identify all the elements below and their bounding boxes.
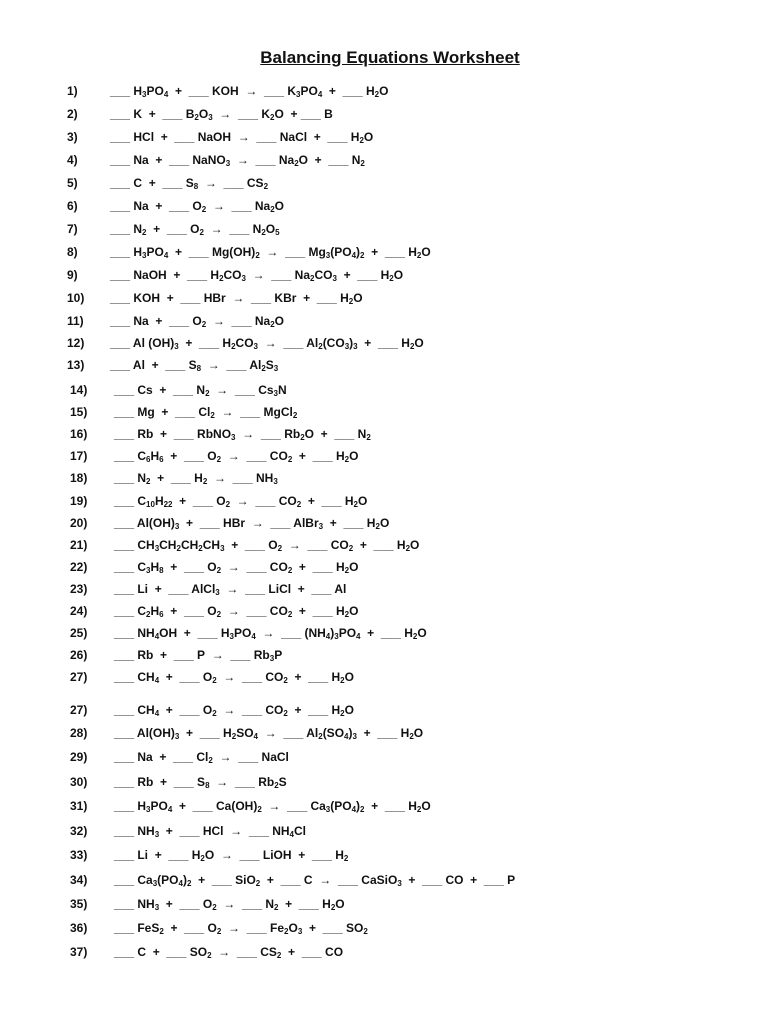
equation-text: ___ KOH + ___ HBr → ___ KBr + ___ $H_2O$ xyxy=(110,291,363,306)
equation-text: ___ $C_3H_8$ + ___ $O_2$ → ___ $CO_2$ + ___ $H_2O$ xyxy=(114,560,359,575)
equation-text: ___ Na + ___ $O_2$ → ___ $Na_2O$ xyxy=(110,199,285,214)
equation-text: ___ Na + ___ NaNO$_3$ → ___ $Na_2O$ + ___ $N_2$ xyxy=(110,153,365,168)
equation-number: 30) xyxy=(70,775,88,789)
equation-text: ___ C + ___ $SO_2$ → ___ $CS_2$ + ___ CO xyxy=(114,945,344,960)
equation-number: 19) xyxy=(70,494,88,508)
equation-number: 13) xyxy=(67,358,85,372)
equation-text: ___ Rb + ___ P → ___ $Rb_3P$ xyxy=(114,648,283,663)
equation-number: 29) xyxy=(70,750,88,764)
equation-number: 34) xyxy=(70,873,88,887)
equation-text: ___ $NH_3$ + ___ $O_2$ → ___ $N_2$ + ___ $H_2O$ xyxy=(114,897,345,912)
worksheet-title: Balancing Equations Worksheet xyxy=(260,48,520,67)
equation-number: 24) xyxy=(70,604,88,618)
equation-text: ___ Mg + ___ $Cl_2$ → ___ MgCl$_2$ xyxy=(114,405,298,420)
equation-text: ___ Na + ___ $Cl_2$ → ___ NaCl xyxy=(114,750,289,765)
equation-number: 36) xyxy=(70,921,88,935)
equation-text: ___ $H_3PO_4$ + ___ $Mg(OH)_2$ → ___ $Mg_3(PO_4)_2$ + ___ $H_2O$ xyxy=(110,245,431,260)
equation-number: 37) xyxy=(70,945,88,959)
equation-text: ___ $C_2H_6$ + ___ $O_2$ → ___ $CO_2$ + ___ $H_2O$ xyxy=(114,604,359,619)
equation-number: 7) xyxy=(67,222,78,236)
equation-number: 12) xyxy=(67,336,85,350)
equation-text: ___ Rb + ___ $S_8$ → ___ $Rb_2S$ xyxy=(114,775,287,790)
equation-number: 35) xyxy=(70,897,88,911)
equation-number: 26) xyxy=(70,648,88,662)
equation-text: ___ $CH_4$ + ___ $O_2$ → ___ $CO_2$ + ___ $H_2O$ xyxy=(114,670,354,685)
equation-number: 33) xyxy=(70,848,88,862)
equation-text: ___ $N_2$ + ___ $H_2$ → ___ $NH_3$ xyxy=(114,471,278,486)
equation-number: 8) xyxy=(67,245,78,259)
equation-number: 22) xyxy=(70,560,88,574)
equation-text: ___ $CH_4$ + ___ $O_2$ → ___ $CO_2$ + ___ $H_2O$ xyxy=(114,703,354,718)
equation-text: ___ Na + ___ $O_2$ → ___ $Na_2O$ xyxy=(110,314,285,329)
equation-number: 27) xyxy=(70,670,88,684)
equation-text: ___ Cs + ___ $N_2$ → ___ $Cs_3N$ xyxy=(114,383,287,398)
equation-text: ___ Li + ___ $H_2O$ → ___ LiOH + ___ $H_2$ xyxy=(114,848,349,863)
equation-number: 6) xyxy=(67,199,78,213)
equation-text: ___ $N_2$ + ___ $O_2$ → ___ $N_2O_5$ xyxy=(110,222,280,237)
equation-number: 31) xyxy=(70,799,88,813)
equation-number: 9) xyxy=(67,268,78,282)
equation-number: 28) xyxy=(70,726,88,740)
equation-text: ___ $Al(OH)_3$ + ___ HBr → ___ AlBr$_3$ + ___ $H_2O$ xyxy=(114,516,390,531)
equation-number: 2) xyxy=(67,107,78,121)
equation-number: 15) xyxy=(70,405,88,419)
equation-text: ___ HCl + ___ NaOH → ___ NaCl + ___ $H_2O$ xyxy=(110,130,374,145)
equation-text: ___ C + ___ $S_8$ → ___ $CS_2$ xyxy=(110,176,269,191)
equation-text: ___ $CH_3CH_2CH_2CH_3$ + ___ $O_2$ → ___ $CO_2$ + ___ $H_2O$ xyxy=(114,538,420,553)
equation-text: ___ $C_{10}H_{22}$ + ___ $O_2$ → ___ $CO_2$ + ___ $H_2O$ xyxy=(114,494,368,509)
equation-text: ___ $H_3PO_4$ + ___ KOH → ___ $K_3PO_4$ + ___ $H_2O$ xyxy=(110,84,389,99)
equation-number: 32) xyxy=(70,824,88,838)
equation-text: ___ $Al(OH)_3$ + ___ $H_2SO_4$ → ___ $Al_2(SO_4)_3$ + ___ $H_2O$ xyxy=(114,726,424,741)
equation-text: ___ Rb + ___ RbNO$_3$ → ___ $Rb_2O$ + ___ $N_2$ xyxy=(114,427,371,442)
equation-number: 14) xyxy=(70,383,88,397)
equation-number: 5) xyxy=(67,176,78,190)
equation-number: 16) xyxy=(70,427,88,441)
equation-number: 11) xyxy=(67,314,84,328)
equation-text: ___ $H_3PO_4$ + ___ $Ca(OH)_2$ → ___ $Ca_3(PO_4)_2$ + ___ $H_2O$ xyxy=(114,799,431,814)
equation-text: ___ NaOH + ___ $H_2CO_3$ → ___ $Na_2CO_3$ + ___ $H_2O$ xyxy=(110,268,404,283)
equation-text: ___ FeS$_2$ + ___ $O_2$ → ___ $Fe_2O_3$ + ___ $SO_2$ xyxy=(114,921,368,936)
equation-text: ___ Al $(OH)_3$ + ___ $H_2CO_3$ → ___ $Al_2(CO_3)_3$ + ___ $H_2O$ xyxy=(110,336,424,351)
equation-number: 25) xyxy=(70,626,88,640)
equation-number: 23) xyxy=(70,582,88,596)
equation-number: 20) xyxy=(70,516,88,530)
equation-number: 1) xyxy=(67,84,78,98)
equation-text: ___ $NH_3$ + ___ HCl → ___ $NH_4Cl$ xyxy=(114,824,306,839)
equation-text: ___ $C_6H_6$ + ___ $O_2$ → ___ $CO_2$ + ___ $H_2O$ xyxy=(114,449,359,464)
equation-text: ___ $Ca_3(PO_4)_2$ + ___ SiO$_2$ + ___ C → ___ CaSiO$_3$ + ___ CO + ___ P xyxy=(114,873,516,888)
equation-text: ___ K + ___ $B_2O_3$ → ___ $K_2O$ + ___ B xyxy=(110,107,333,122)
equation-number: 10) xyxy=(67,291,85,305)
equation-number: 18) xyxy=(70,471,88,485)
equation-text: ___ $NH_4OH$ + ___ $H_3PO_4$ → ___ $(NH_4)_3PO_4$ + ___ $H_2O$ xyxy=(114,626,427,641)
equation-number: 17) xyxy=(70,449,88,463)
equation-number: 4) xyxy=(67,153,78,167)
equation-number: 21) xyxy=(70,538,88,552)
equation-number: 3) xyxy=(67,130,78,144)
equation-number: 27) xyxy=(70,703,88,717)
equation-text: ___ Li + ___ AlCl$_3$ → ___ LiCl + ___ Al xyxy=(114,582,347,597)
equation-text: ___ Al + ___ $S_8$ → ___ $Al_2S_3$ xyxy=(110,358,279,373)
